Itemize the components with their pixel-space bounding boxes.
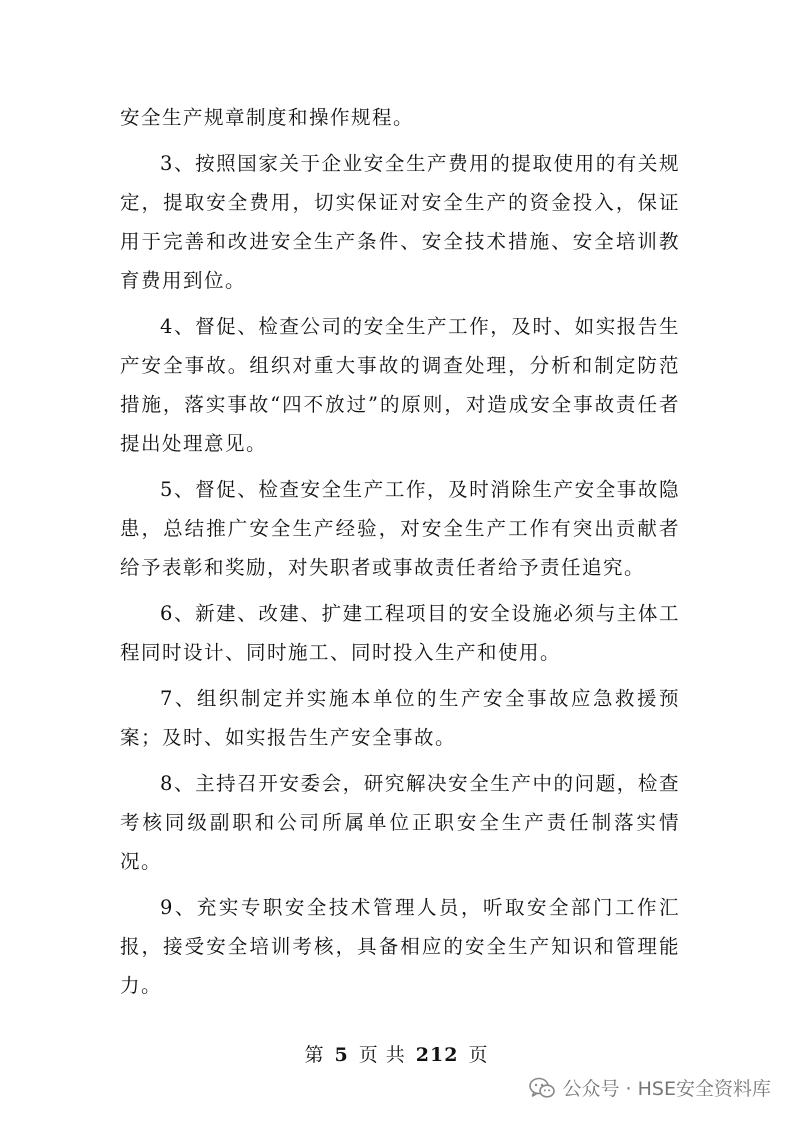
current-page-number: 5 [334,1044,349,1066]
paragraph-item-9: 9、充实专职安全技术管理人员，听取安全部门工作汇报，接受安全培训考核，具备相应的安全生产知识和管理能力。 [120,896,680,997]
paragraph-item-6: 6、新建、改建、扩建工程项目的安全设施必须与主体工程同时设计、同时施工、同时投入生产和使用。 [120,602,680,664]
document-body [120,98,680,1012]
total-pages-number: 212 [415,1044,459,1066]
wechat-icon [529,1077,555,1099]
paragraph-item-7: 7、组织制定并实施本单位的生产安全事故应急救援预案；及时、如实报告生产安全事故。 [120,687,680,749]
paragraph-item-3: 3、按照国家关于企业安全生产费用的提取使用的有关规定，提取安全费用，切实保证对安全生产的资金投入，保证用于完善和改进安全生产条件、安全技术措施、安全培训教育费用到位。 [120,152,680,292]
paragraph-item-5: 5、督促、检查安全生产工作，及时消除生产安全事故隐患，总结推广安全生产经验，对安全生产工作有突出贡献者给予表彰和奖励，对失职者或事故责任者给予责任追究。 [120,478,680,579]
wechat-watermark [529,1074,771,1101]
paragraph-continuation: 安全生产规章制度和操作规程。 [120,106,415,129]
footer-prefix: 第 [304,1044,325,1066]
footer-middle: 页 共 [358,1044,406,1066]
paragraph-item-8: 8、主持召开安委会，研究解决安全生产中的问题，检查考核同级副职和公司所属单位正职安全生产责任制落实情况。 [120,772,680,873]
watermark-text: 公众号 · HSE安全资料库 [562,1078,771,1100]
paragraph-item-4: 4、督促、检查公司的安全生产工作，及时、如实报告生产安全事故。组织对重大事故的调查处理，分析和制定防范措施，落实事故“四不放过”的原则，对造成安全事故责任者提出处理意见。 [120,315,680,455]
page-footer [0,1040,793,1067]
footer-suffix: 页 [468,1044,489,1066]
